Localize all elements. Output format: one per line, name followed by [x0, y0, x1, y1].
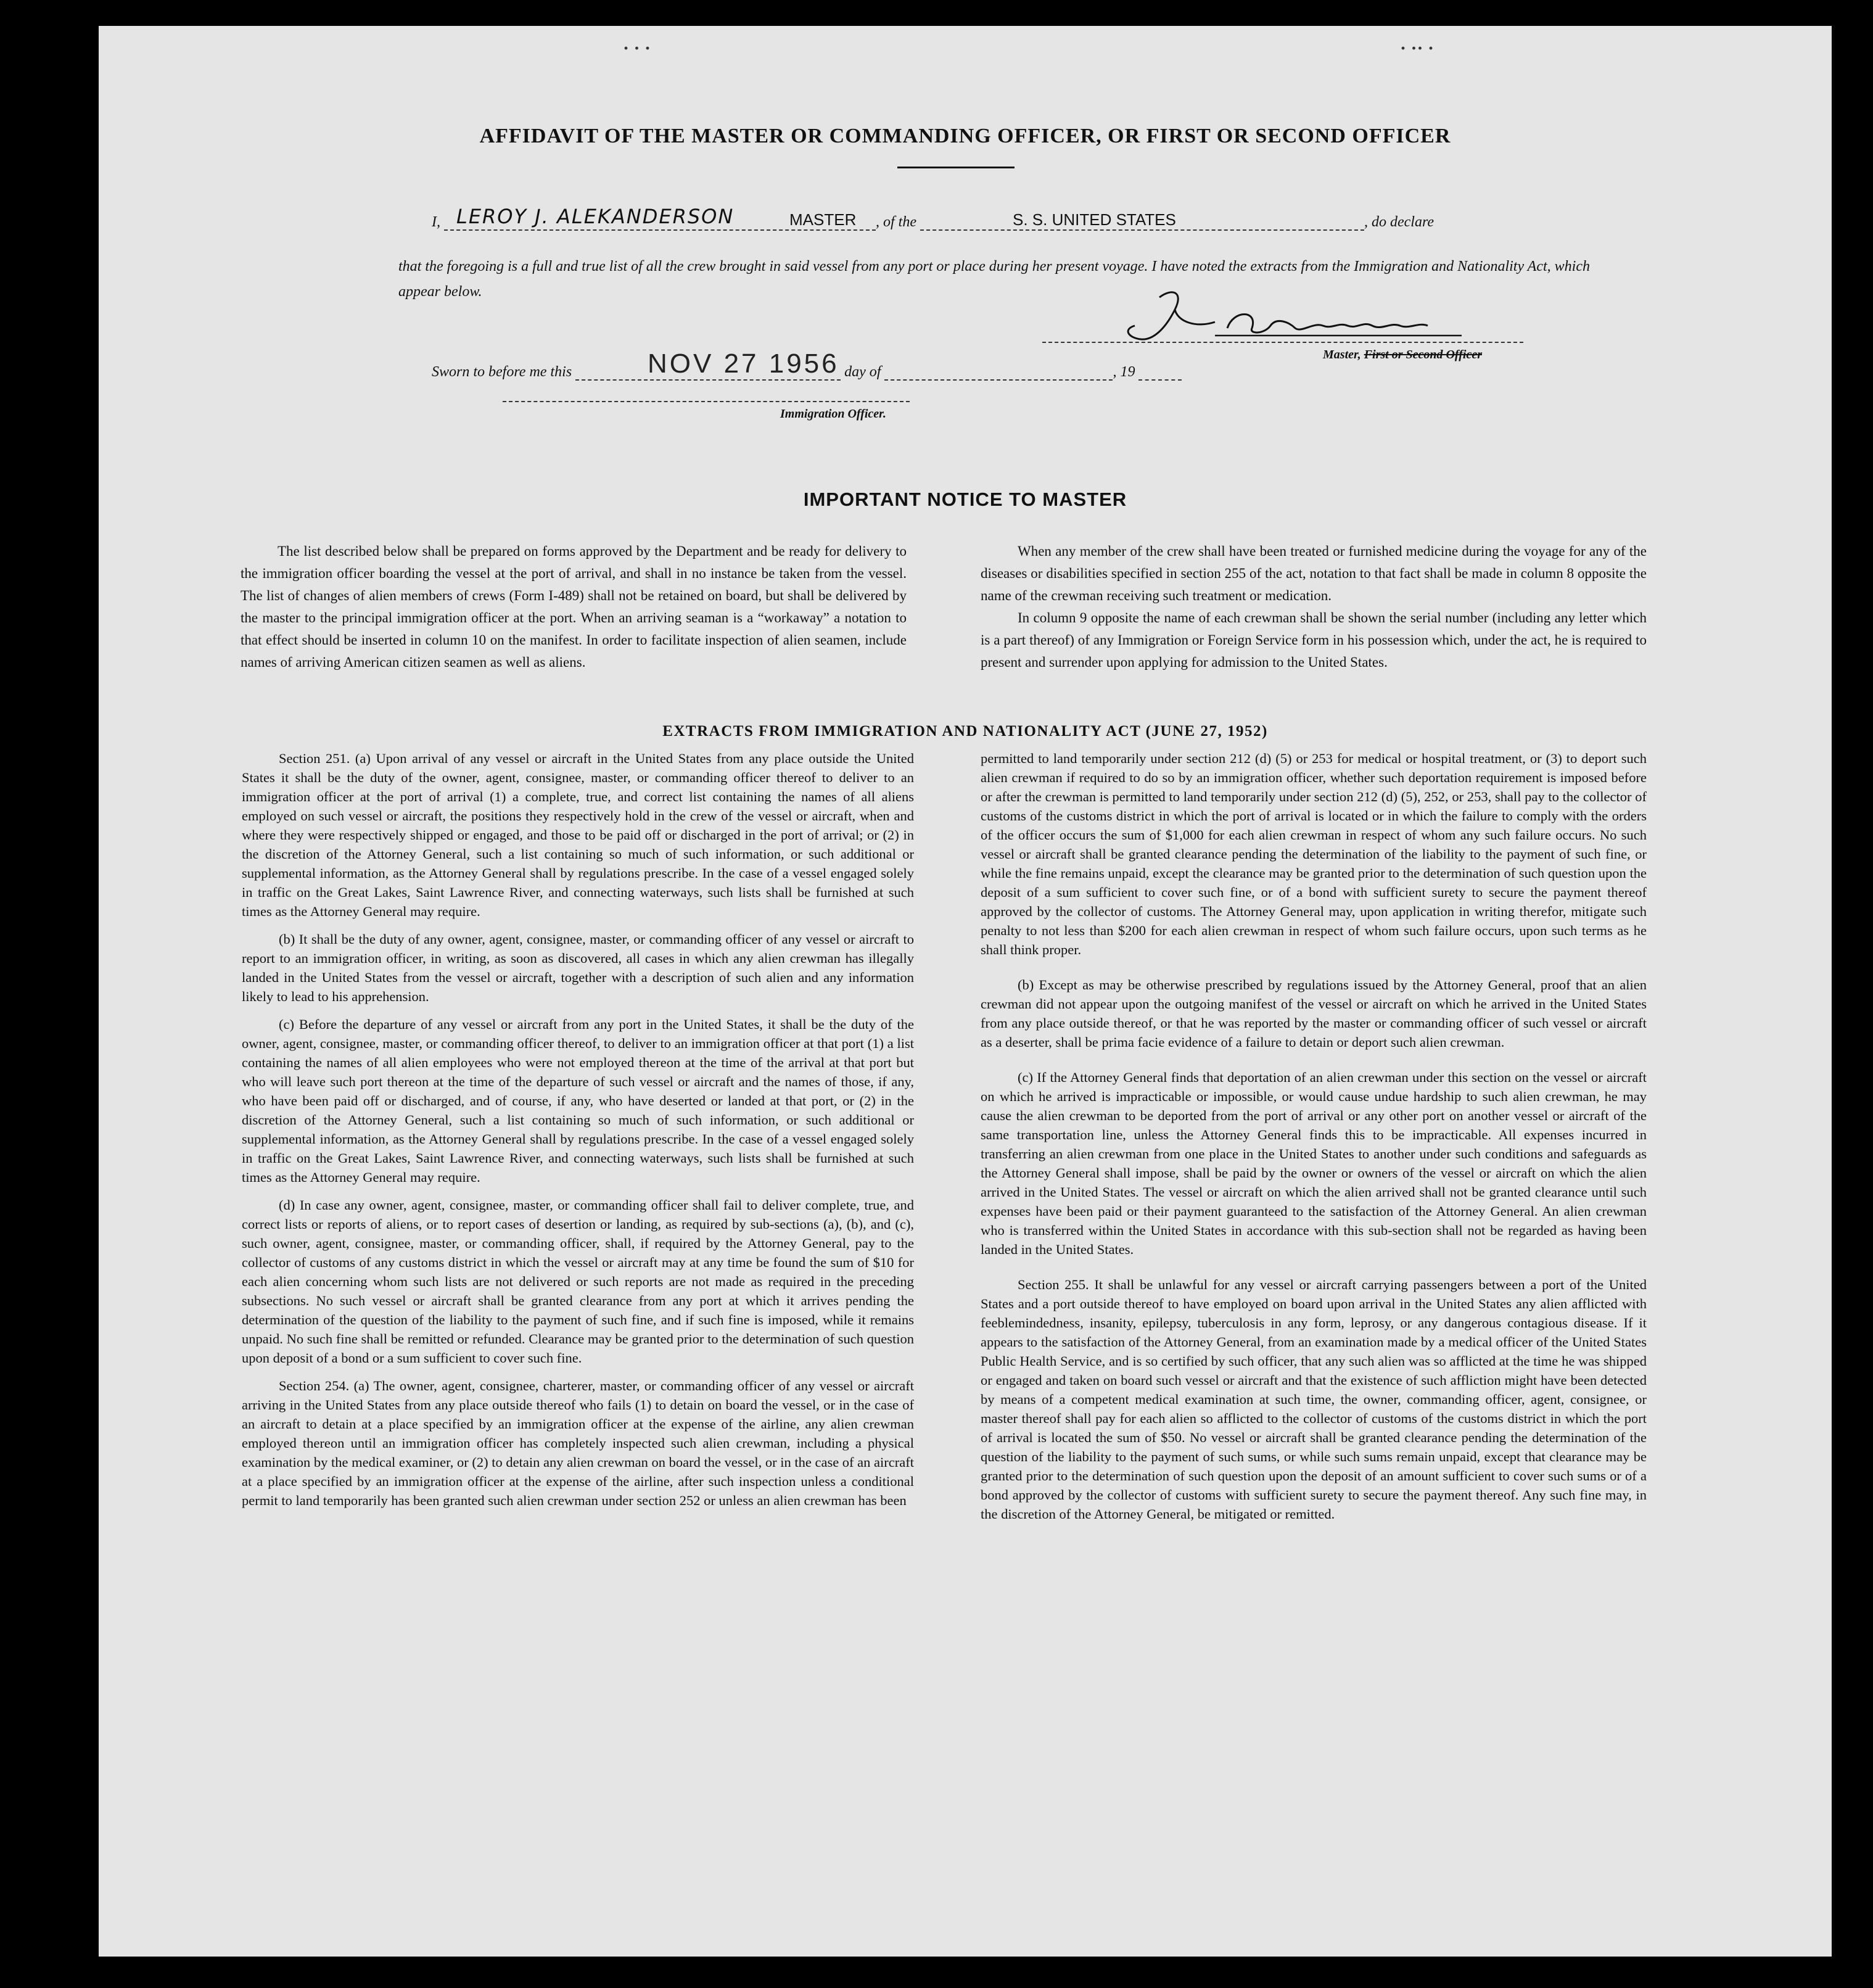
rank-typed: MASTER — [789, 210, 857, 229]
signature-drawing — [1116, 285, 1474, 347]
extract-paragraph: Section 254. (a) The owner, agent, consignee, charterer, master, or commanding officer of any vessel or aircraft arriving in the United States from any place outside thereof who fails (1) to detain on board the vessel, or in the case of an aircraft to detain at a place specified by an immigration officer at the expense of the airline, any alien crewman employed thereon until an immigration officer has completely inspected such alien crewman, including a physical examination by the medical examiner, or (2) to detain any alien crewman on board the vessel, or in the case of an aircraft at a place specified by an immigration officer at the expense of the airline, after such inspection unless a conditional permit to land temporarily has been granted such alien crewman under section 252 or unless an alien crewman has been — [242, 1378, 914, 1508]
notice-paragraph: In column 9 opposite the name of each crewman shall be shown the serial number (including any letter which is a part thereof) of any Immigration or Foreign Service form in his possession which, under the act, he is required to present and surrender upon applying for admission to the United States. — [981, 610, 1647, 670]
sworn-line — [432, 364, 1182, 381]
extract-paragraph: permitted to land temporarily under section 212 (d) (5) or 253 for medical or hospital treatment, or (3) to deport such alien crewman if required to do so by an immigration officer, whether such deportation requirement is imposed before or after the crewman is permitted to land temporarily under section 212 (d) (5), 252, or 253, shall pay to the collector of customs of the customs district in which the port of arrival is located or in which the failure to comply with the orders of the officer occurs the sum of $1,000 for each alien crewman in respect of whom any such failure occurs. No such vessel or aircraft shall be granted clearance pending the determination of the liability to the payment of such fine, or while the fine remains unpaid, except the clearance may be granted prior to the determination of such question upon the deposit of a sum sufficient to cover such fine, or of a bond with sufficient surety to secure the payment thereof approved by the collector of customs. The Attorney General may, upon application in writing therefor, mitigate such penalty to not less than $200 for each alien crewman in respect of whom such failure occurs, upon such terms as he shall think proper. — [981, 751, 1647, 957]
caption-master: Master, — [1323, 348, 1361, 361]
notice-right-column — [981, 540, 1647, 674]
declaration-text: that the foregoing is a full and true list of all the crew brought in said vessel from any port or place during her present voyage. I have noted the extracts from the Immigration and Nationality Act, which appear below. — [398, 258, 1590, 300]
affidavit-prefix: I, — [432, 214, 440, 230]
vessel-field — [920, 211, 1364, 231]
immigration-officer-line — [503, 401, 910, 402]
affidavit-title: AFFIDAVIT OF THE MASTER OR COMMANDING OFFICER, OR FIRST OR SECOND OFFICER — [479, 125, 1451, 147]
signature-line — [1042, 342, 1523, 343]
name-field — [444, 205, 876, 231]
notice-heading: IMPORTANT NOTICE TO MASTER — [803, 489, 1127, 510]
affidavit-line — [432, 205, 1435, 231]
day-field — [575, 367, 841, 381]
extract-paragraph: Section 255. It shall be unlawful for any vessel or aircraft carrying passengers between a port of the United States and a port outside thereof to have employed on board upon arrival in the United States any alien afflicted with feeblemindedness, insanity, epilepsy, tuberculosis in any form, leprosy, or any dangerous contagious disease. If it appears to the satisfaction of the Attorney General, from an examination made by a medical officer of the United States Public Health Service, and is so certified by such officer, that any such alien was so afflicted at the time he was shipped or engaged and taken on board such vessel or aircraft and that the existence of such affliction might have been detected by means of a competent medical examination at such time, the owner, commanding officer, agent, consignee, or master thereof shall pay for each alien so afflicted to the collector of customs of the customs district in which the port of arrival is located the sum of $50. No vessel or aircraft shall be granted clearance pending the determination of the question of the liability to the payment of such sums, or while such sums remain unpaid, except that clearance may be granted prior to the determination of such question upon the deposit of an amount sufficient to cover such sums or of a bond approved by the collector of customs with sufficient surety to secure the payment thereof. Any such fine may, in the discretion of the Attorney General, be mitigated or remitted. — [981, 1277, 1647, 1522]
margin-marks: · · · — [623, 38, 651, 59]
signature-caption — [1323, 348, 1482, 362]
document-page — [99, 26, 1832, 1957]
year-field — [1138, 367, 1182, 381]
extract-paragraph: (c) Before the departure of any vessel or aircraft from any port in the United States, it shall be the duty of the owner, agent, consignee, master, or commanding officer thereof, to deliver to an immigration officer at that port (1) a list containing the names of all alien employees who were not employed thereon at the time of the arrival at that port but who will leave such port thereon at the time of the departure of such vessel or aircraft and the names of those, if any, who have been paid off or discharged, and of course, if any, who have deserted or landed at that port, or (2) in the discretion of the Attorney General, such a list containing so much of such information, or such additional or supplemental information, as the Attorney General shall by regulations prescribe. In the case of a vessel engaged solely in traffic on the Great Lakes, Saint Lawrence River, and connecting waterways, such lists shall be furnished at such times as the Attorney General may require. — [242, 1017, 914, 1185]
master-signature — [1116, 285, 1474, 347]
extract-paragraph: (b) Except as may be otherwise prescribed by regulations issued by the Attorney General, proof that an alien crewman did not appear upon the outgoing manifest of the vessel or aircraft on which he arrived in the United States from any place outside thereof, or that he was reported by the master or commanding officer of such vessel or aircraft as a deserter, shall be prima facie evidence of a failure to detain or deport such alien crewman. — [981, 977, 1647, 1050]
month-field — [884, 367, 1113, 381]
day-of-label: day of — [844, 364, 881, 380]
extract-paragraph: (d) In case any owner, agent, consignee, master, or commanding officer shall fail to deliver complete, true, and correct lists or reports of aliens, or to report cases of desertion or landing, as required by sub-sections (a), (b), and (c), such owner, agent, consignee, master, or commanding officer, shall, if required by the Attorney General, pay to the collector of customs of any customs district in which the vessel or aircraft may at any time be found the sum of $10 for each alien concerning whom such lists are not delivered or such reports are not made as required in the preceding subsections. No such vessel or aircraft shall be granted clearance from any port at which it arrives pending the determination of the question of the liability to the payment of such fine, and if such fine is imposed, while it remains unpaid. No such fine shall be remitted or refunded. Clearance may be granted prior to the determination of such question upon deposit of a bond or a sum sufficient to cover such fine. — [242, 1197, 914, 1366]
notice-left-column — [241, 540, 907, 674]
title-rule — [897, 167, 1015, 168]
notice-paragraph: The list described below shall be prepared on forms approved by the Department and be ready for delivery to the immigration officer boarding the vessel at the port of arrival, and shall in no instance be taken from the vessel. The list of changes of alien members of crews (Form I-489) shall not be retained on board, but shall be delivered by the master to the principal immigration officer at the port. When an arriving seaman is a “workaway” a notation to that effect should be inserted in column 10 on the manifest. In order to facilitate inspection of alien seamen, include names of arriving American citizen seamen as well as aliens. — [241, 543, 907, 670]
year-label: , 19 — [1113, 364, 1135, 380]
sworn-label: Sworn to before me this — [432, 364, 572, 380]
do-declare-label: , do declare — [1364, 214, 1435, 230]
caption-struck-officer: First or Second Officer — [1364, 348, 1482, 361]
extract-paragraph: (b) It shall be the duty of any owner, agent, consignee, master, or commanding officer of any vessel or aircraft to report to an immigration officer, in writing, as soon as discovered, all cases in which any alien crewman has illegally landed in the United States from the vessel or aircraft, together with a description of such alien and any information likely to lead to his apprehension. — [242, 931, 914, 1004]
margin-marks: · ·· · — [1400, 38, 1435, 59]
extract-paragraph: (c) If the Attorney General finds that deportation of an alien crewman under this section on the vessel or aircraft on which he arrived is impracticable or impossible, or would cause undue hardship to such alien crewman, he may cause the alien crewman to be deported from the port of arrival or any other port on another vessel or aircraft of the same transportation line, unless the Attorney General finds this to be impracticable. All expenses incurred in transferring an alien crewman from one place in the United States to another under such conditions and safeguards as the Attorney General shall impose, shall be paid by the owner or owners of the vessel or aircraft on which the alien arrived in the United States. The vessel or aircraft on which the alien arrived shall not be granted clearance until such expenses have been paid or their payment guaranteed to the satisfaction of the Attorney General. An alien crewman who is transferred within the United States in accordance with this sub-section shall not be regarded as having been landed in the United States. — [981, 1070, 1647, 1257]
notice-paragraph: When any member of the crew shall have been treated or furnished medicine during the voyage for any of the diseases or disabilities specified in section 255 of the act, notation to that fact shall be made in column 8 opposite the name of the crewman receiving such treatment or medication. — [981, 543, 1647, 603]
of-the-label: , of the — [876, 214, 916, 230]
immigration-officer-caption: Immigration Officer. — [780, 407, 886, 421]
extracts-right-column — [981, 749, 1647, 1532]
extracts-heading: EXTRACTS FROM IMMIGRATION AND NATIONALITY ACT (JUNE 27, 1952) — [662, 723, 1268, 740]
vessel-name-typed: S. S. UNITED STATES — [1013, 210, 1176, 229]
extract-paragraph: Section 251. (a) Upon arrival of any vessel or aircraft in the United States from any place outside the United States it shall be the duty of the owner, agent, consignee, master, or commanding officer thereof to deliver to an immigration officer at the port of arrival (1) a complete, true, and correct list containing the names of all aliens employed on such vessel or aircraft, the positions they respectively hold in the crew of the vessel or aircraft, when and where they were respectively shipped or engaged, and those to be paid off or discharged in the port of arrival; or (2) in the discretion of the Attorney General, such a list containing so much of such information, or such additional or supplemental information, as the Attorney General shall by regulations prescribe. In the case of a vessel engaged solely in traffic on the Great Lakes, Saint Lawrence River, and connecting waterways, such lists shall be furnished at such times as the Attorney General may require. — [242, 751, 914, 919]
date-stamp: NOV 27 1956 — [648, 349, 839, 379]
master-name-handwritten: LEROY J. ALEKANDERSON — [456, 205, 735, 228]
extracts-left-column — [242, 749, 914, 1519]
